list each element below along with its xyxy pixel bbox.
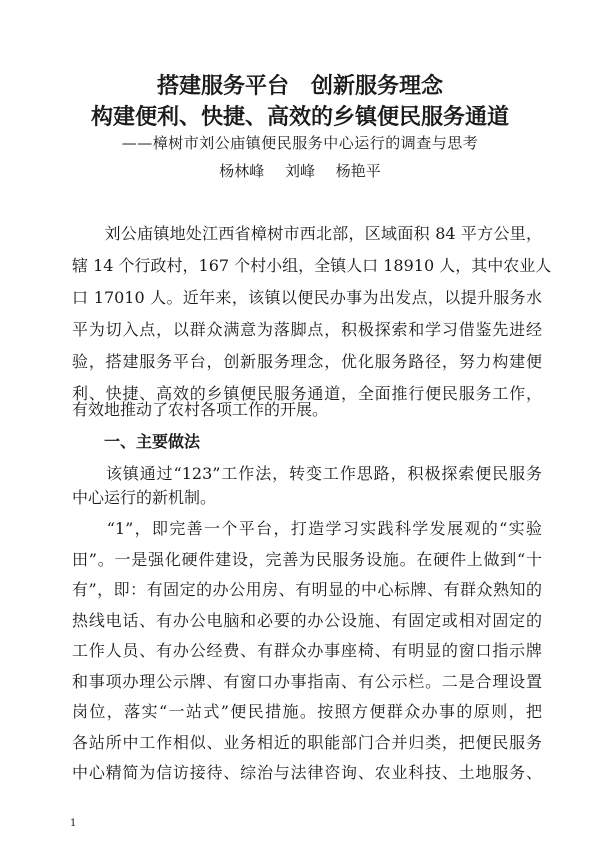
page-number: 1: [70, 818, 77, 829]
body-text-line: “1”，即完善一个平台，打造学习实践科学发展观的“实验: [72, 519, 542, 538]
author-name: 杨艳平: [335, 162, 381, 180]
body-text-line: 利、快捷、高效的乡镇便民服务通道，全面推行便民服务工作，: [72, 384, 542, 403]
title-line-2: 构建便利、快捷、高效的乡镇便民服务通道: [90, 104, 509, 130]
body-text-line: 工作人员、有办公经费、有群众办事座椅、有明显的窗口指示牌: [72, 641, 542, 660]
body-text-line: 验，搭建服务平台，创新服务理念，优化服务路径，努力构建便: [72, 352, 542, 371]
body-text-line: 有效地推动了农村各项工作的开展。: [72, 400, 329, 419]
section-heading: 一、主要做法: [104, 432, 201, 451]
body-text-line: 口 17010 人。近年来，该镇以便民办事为出发点，以提升服务水: [72, 288, 542, 307]
body-text-line: 热线电话、有办公电脑和必要的办公设施、有固定或相对固定的: [72, 611, 542, 630]
body-text-line: 该镇通过“123”工作法，转变工作思路，积极探索便民服务: [72, 464, 542, 483]
body-text-line: 各站所中工作相似、业务相近的职能部门合并归类，把便民服务: [72, 733, 542, 752]
body-text-line: 岗位，落实“一站式”便民措施。按照方便群众办事的原则，把: [72, 702, 542, 721]
body-text-line: 田”。一是强化硬件建设，完善为民服务设施。在硬件上做到“十: [72, 550, 542, 569]
body-text-line: 中心精简为信访接待、综治与法律咨询、农业科技、土地服务、: [72, 763, 542, 782]
body-text-line: 中心运行的新机制。: [72, 488, 217, 507]
body-text-line: 和事项办理公示牌、有窗口办事指南、有公示栏。二是合理设置: [72, 672, 542, 691]
body-text-line: 有”，即：有固定的办公用房、有明显的中心标牌、有群众熟知的: [72, 580, 542, 599]
body-text-line: 刘公庙镇地处江西省樟树市西北部，区域面积 84 平方公里，: [72, 224, 542, 243]
author-name: 刘峰: [284, 162, 315, 180]
author-list: [0, 161, 600, 181]
body-text-line: 辖 14 个行政村，167 个村小组，全镇人口 18910 人，其中农业人: [72, 256, 552, 275]
title-line-1: 搭建服务平台 创新服务理念: [156, 73, 443, 99]
author-name: 杨林峰: [219, 162, 265, 180]
body-text-line: 平为切入点，以群众满意为落脚点，积极探索和学习借鉴先进经: [72, 320, 542, 339]
subtitle: ——樟树市刘公庙镇便民服务中心运行的调查与思考: [121, 134, 479, 152]
